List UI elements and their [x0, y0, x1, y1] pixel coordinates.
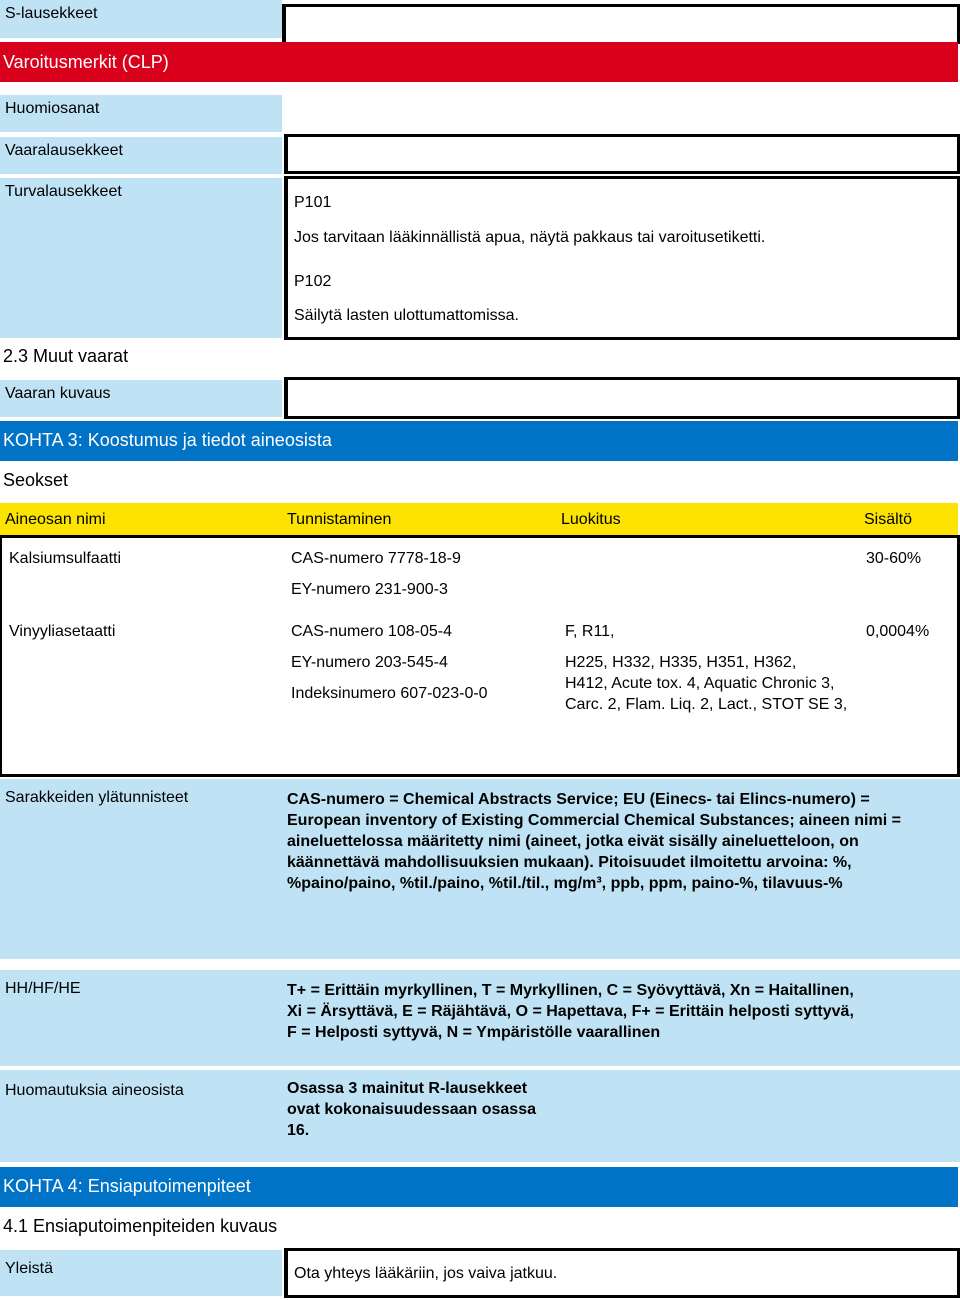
hh-line-3: F = Helposti syttyvä, N = Ympäristölle vaarallinen	[287, 1024, 661, 1041]
hh-line-1: T+ = Erittäin myrkyllinen, T = Myrkyllinen, C = Syövyttävä, Xn = Haitallinen,	[287, 982, 854, 999]
huomiosanat-label-text: Huomiosanat	[5, 100, 100, 117]
table-row-2-class-2: H225, H332, H335, H351, H362,	[565, 654, 797, 671]
table-row-1-id-1: CAS-numero 7778-18-9	[291, 550, 461, 567]
table-row-2-class-4: Carc. 2, Flam. Liq. 2, Lact., STOT SE 3,	[565, 696, 848, 713]
seokset-table	[0, 535, 960, 777]
sarakkeiden-line-4: käännettävä mahdollisuuksien mukaan). Pitoisuudet ilmoitettu arvoina: %,	[287, 854, 852, 871]
huomautuksia-label	[0, 1070, 282, 1162]
sarakkeiden-line-1: CAS-numero = Chemical Abstracts Service; EU (Einecs- tai Elincs-numero) =	[287, 791, 870, 808]
vaaralausekkeet-label	[0, 137, 282, 174]
hh-line-2: Xi = Ärsyttävä, E = Räjähtävä, O = Hapettava, F+ = Erittäin helposti syttyvä,	[287, 1003, 854, 1020]
huomautuksia-line-2: ovat kokonaisuudessaan osassa	[287, 1101, 536, 1118]
vaaralausekkeet-value-box	[284, 134, 960, 174]
sarakkeiden-label-text: Sarakkeiden ylätunnisteet	[5, 789, 189, 806]
hh-text	[287, 980, 854, 1043]
table-row-2-content: 0,0004%	[866, 623, 930, 640]
p101-text: Jos tarvitaan lääkinnällistä apua, näytä pakkaus tai varoitusetiketti.	[294, 229, 766, 246]
sarakkeiden-line-2: European inventory of Existing Commercial Chemical Substances; aineen nimi =	[287, 812, 901, 829]
sarakkeiden-line-5: %paino/paino, %til./paino, %til./til., mg/m³, ppb, ppm, paino-%, tilavuus-%	[287, 875, 843, 892]
turvalausekkeet-label-text: Turvalausekkeet	[5, 183, 122, 200]
column-header-tunnistaminen: Tunnistaminen	[287, 511, 392, 528]
muut-vaarat-heading: 2.3 Muut vaarat	[3, 346, 129, 366]
yleista-label-text: Yleistä	[5, 1260, 54, 1277]
s-lausekkeet-label-text: S-lausekkeet	[5, 5, 98, 22]
huomiosanat-label	[0, 95, 282, 132]
vaaran-kuvaus-value-box	[284, 377, 960, 419]
table-row-2-id-1: CAS-numero 108-05-4	[291, 623, 452, 640]
column-header-luokitus: Luokitus	[561, 511, 621, 528]
huomautuksia-line-1: Osassa 3 mainitut R-lausekkeet	[287, 1080, 528, 1097]
ensiapu-subheading: 4.1 Ensiaputoimenpiteiden kuvaus	[3, 1216, 278, 1236]
kohta4-section-bar	[0, 1167, 958, 1207]
kohta3-section-bar	[0, 421, 958, 461]
sarakkeiden-label	[0, 779, 282, 959]
p102-text: Säilytä lasten ulottumattomissa.	[294, 307, 519, 324]
table-row-2-class-1: F, R11,	[565, 623, 615, 640]
table-row-1-name: Kalsiumsulfaatti	[9, 550, 122, 567]
column-header-sisalto: Sisältö	[864, 511, 913, 528]
huomautuksia-text	[287, 1078, 536, 1141]
column-header-aineosan-nimi: Aineosan nimi	[5, 511, 106, 528]
table-row-2-name: Vinyyliasetaatti	[9, 623, 116, 640]
vaaran-kuvaus-label-text: Vaaran kuvaus	[5, 385, 111, 402]
sarakkeiden-text	[287, 789, 901, 894]
table-row-1-id-2: EY-numero 231-900-3	[291, 581, 448, 598]
kohta4-title: KOHTA 4: Ensiaputoimenpiteet	[3, 1176, 251, 1196]
hh-label-text: HH/HF/HE	[5, 980, 81, 997]
huomautuksia-label-text: Huomautuksia aineosista	[5, 1082, 184, 1099]
table-row-2-id-2: EY-numero 203-545-4	[291, 654, 448, 671]
hh-label	[0, 970, 282, 1066]
seokset-heading: Seokset	[3, 470, 69, 490]
turvalausekkeet-label	[0, 178, 282, 338]
s-lausekkeet-label	[0, 0, 282, 38]
yleista-text: Ota yhteys lääkäriin, jos vaiva jatkuu.	[294, 1265, 558, 1282]
clp-title: Varoitusmerkit (CLP)	[3, 52, 169, 72]
vaaran-kuvaus-label	[0, 380, 282, 417]
table-row-2-class-3: H412, Acute tox. 4, Aquatic Chronic 3,	[565, 675, 835, 692]
sarakkeiden-line-3: aineluettelossa määritetty nimi (aineet, jotka eivät sisälly aineluetteloon, on	[287, 833, 859, 850]
p102-code: P102	[294, 273, 332, 290]
huomautuksia-line-3: 16.	[287, 1122, 310, 1139]
yleista-label	[0, 1250, 282, 1296]
table-row-2-id-3: Indeksinumero 607-023-0-0	[291, 685, 488, 702]
p101-code: P101	[294, 194, 332, 211]
kohta3-title: KOHTA 3: Koostumus ja tiedot aineosista	[3, 430, 332, 450]
seokset-column-header-bar	[0, 503, 958, 535]
table-row-1-content: 30-60%	[866, 550, 922, 567]
s-lausekkeet-value-box	[282, 4, 960, 44]
clp-section-bar	[0, 42, 958, 82]
vaaralausekkeet-label-text: Vaaralausekkeet	[5, 142, 123, 159]
